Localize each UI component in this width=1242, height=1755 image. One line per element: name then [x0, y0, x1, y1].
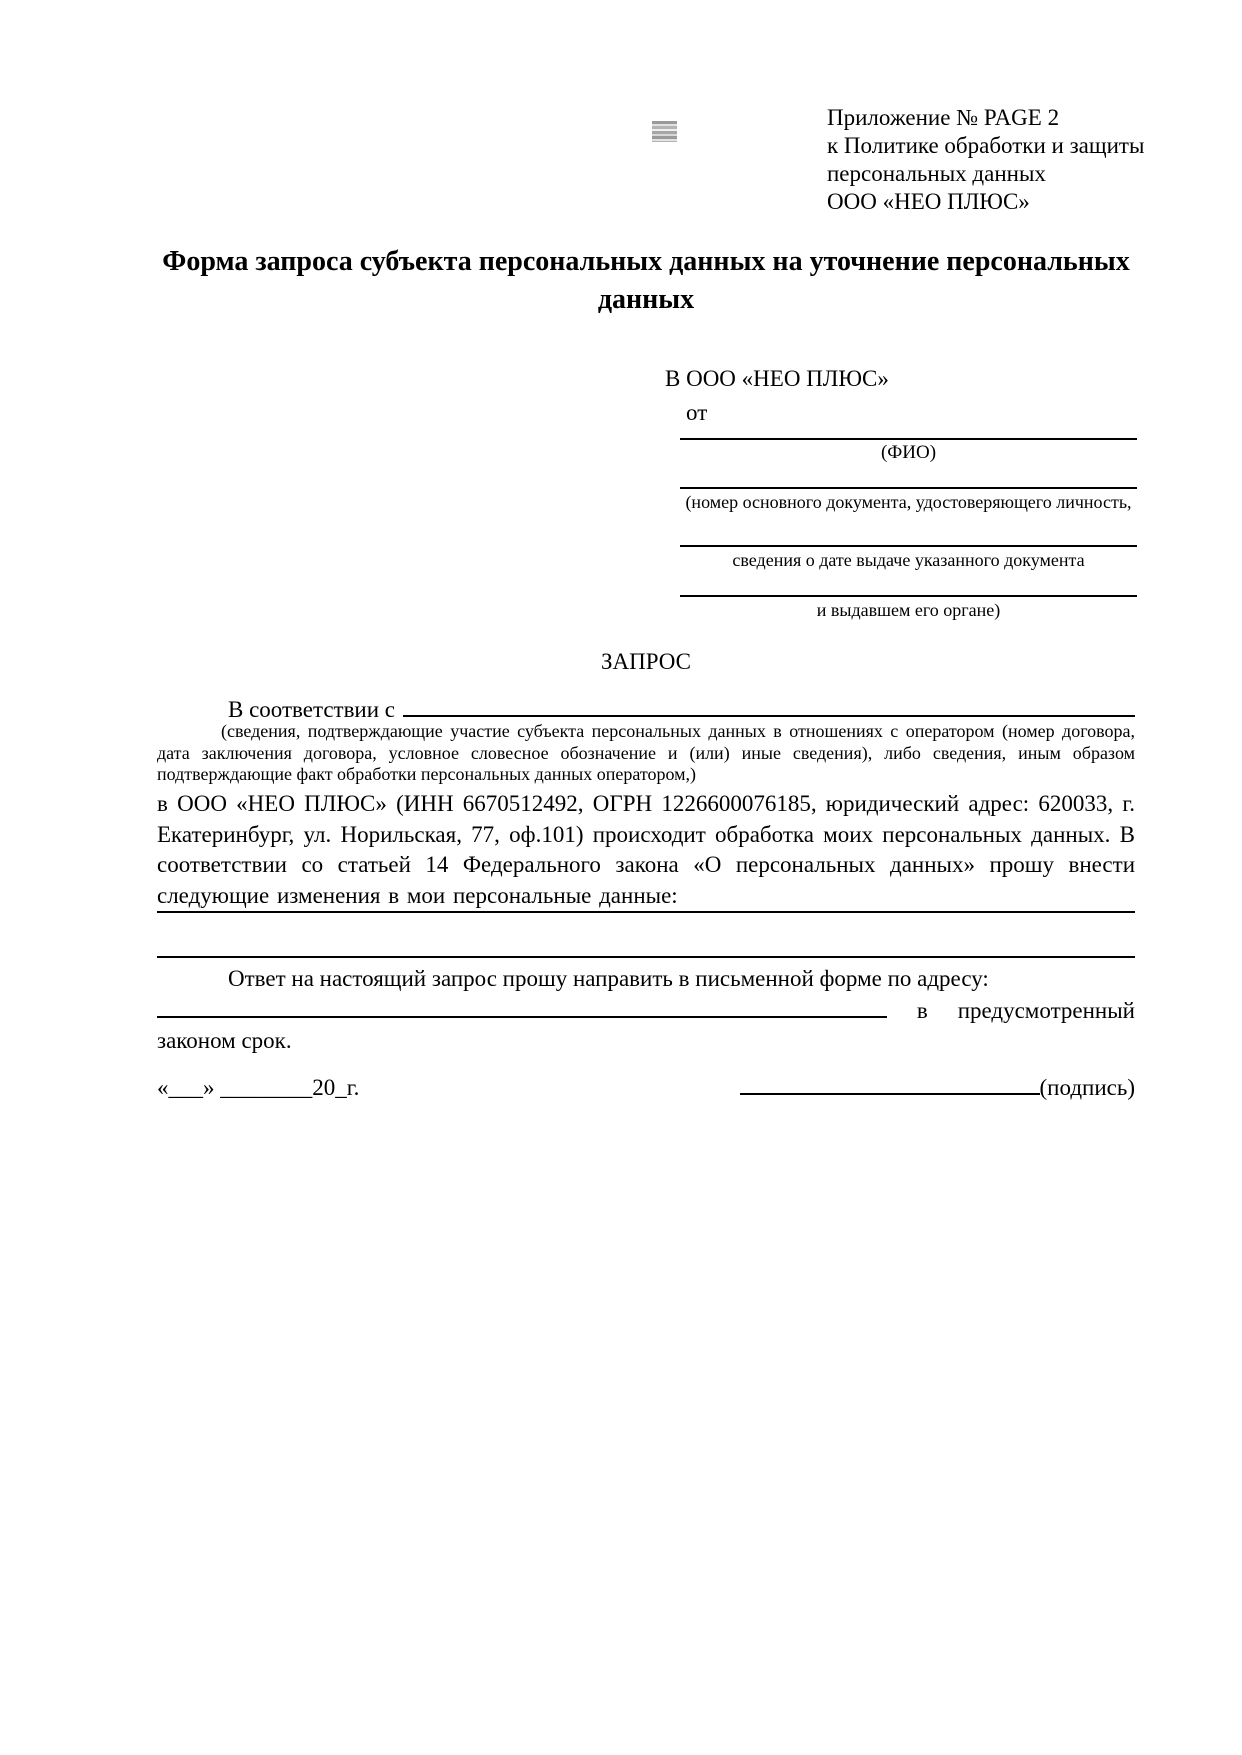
signature-label: (подпись)	[1039, 1075, 1135, 1100]
reply-tail-word: в	[916, 998, 928, 1023]
lead-text: В соответствии с	[228, 697, 396, 722]
reply-tail-word: предусмотренный	[957, 998, 1135, 1023]
lead-fill-line	[403, 693, 1135, 717]
address-fill-line	[157, 994, 887, 1018]
appendix-line: Приложение № PAGE 2	[827, 105, 1060, 130]
signature-row	[157, 1071, 1135, 1101]
reply-address-line	[157, 994, 1135, 1024]
lead-line	[157, 693, 1135, 723]
appendix-line: персональных данных	[827, 161, 1046, 186]
issuing-authority-fill-field	[680, 595, 1137, 621]
issuing-authority-field-label: и выдавшем его органе)	[816, 600, 1001, 620]
signature-area	[740, 1071, 1135, 1101]
request-heading: ЗАПРОС	[600, 649, 692, 674]
document-number-field-label: (номер основного документа, удостоверяющего личность,	[685, 492, 1132, 512]
signature-fill-line	[740, 1071, 1040, 1095]
recipient-to: В ООО «НЕО ПЛЮС»	[665, 366, 889, 391]
body-paragraph: в ООО «НЕО ПЛЮС» (ИНН 6670512492, ОГРН 1226600076185, юридический адрес: 620033, г. Екатеринбург, ул. Норильская, 77, оф.101) происходит обработка моих персональных данных. В соответствии со статьей 14 Федерального закона «О персональных данных» прошу внести следующие изменения в мои персональные данные:	[157, 791, 1135, 908]
document-title: Форма запроса субъекта персональных данных на уточнение персональных данных	[162, 246, 1130, 315]
appendix-block	[827, 104, 1157, 216]
fio-fill-field	[680, 438, 1137, 464]
reply-sentence: Ответ на настоящий запрос прошу направить в письменной форме по адресу:	[228, 966, 989, 991]
date-blank-text: «___» ________20_г.	[157, 1075, 360, 1100]
changes-fill-line-1	[157, 911, 1135, 913]
issue-date-fill-field	[680, 545, 1137, 571]
closing-text: законом срок.	[157, 1028, 292, 1053]
appendix-line: ООО «НЕО ПЛЮС»	[827, 189, 1030, 214]
footnote-text: (сведения, подтверждающие участие субъекта персональных данных в отношениях с оператором (номер договора, дата заключения договора, условное словесное обозначение и (или) иные сведения), либо сведения, иным образом подтверждающие факт обработки персональных данных оператором,)	[157, 721, 1135, 784]
appendix-line: к Политике обработки и защиты	[827, 133, 1145, 158]
issue-date-field-label: сведения о дате выдаче указанного документа	[732, 550, 1085, 570]
fio-field-label: (ФИО)	[880, 442, 937, 463]
changes-fill-line-2	[157, 956, 1135, 958]
embedded-object-artifact-icon	[652, 121, 677, 142]
recipient-from-label: от	[686, 400, 708, 425]
document-number-fill-field	[680, 487, 1137, 513]
